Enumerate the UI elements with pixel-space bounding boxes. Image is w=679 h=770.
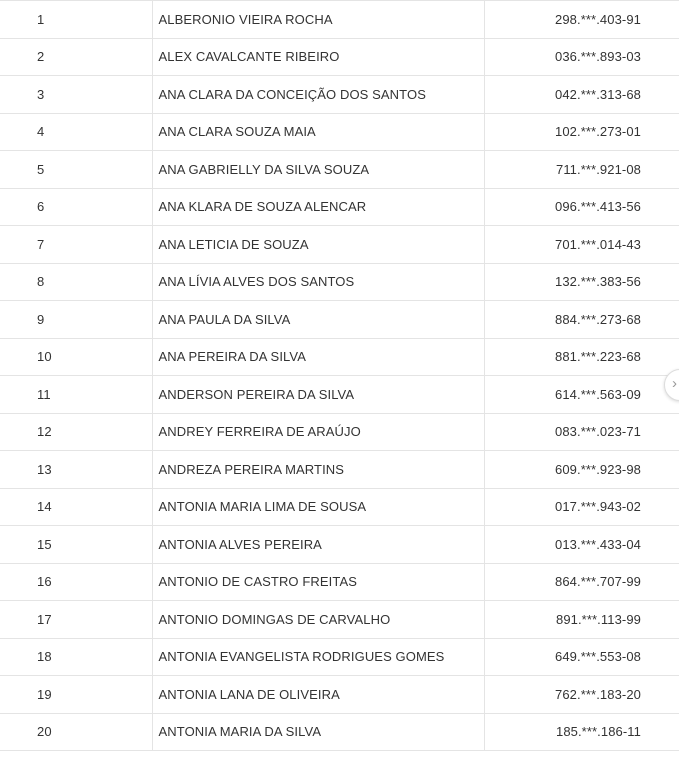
- table-row: [0, 601, 679, 639]
- person-name: ANTONIA MARIA LIMA DE SOUSA: [152, 488, 484, 526]
- row-number: 17: [0, 601, 152, 639]
- person-name: ANTONIA EVANGELISTA RODRIGUES GOMES: [152, 638, 484, 676]
- row-number: 1: [0, 1, 152, 39]
- person-name: ANTONIA MARIA DA SILVA: [152, 713, 484, 751]
- person-name: ANDREZA PEREIRA MARTINS: [152, 451, 484, 489]
- table-row: [0, 301, 679, 339]
- cpf-value: 083.***.023-71: [484, 413, 679, 451]
- row-number: 16: [0, 563, 152, 601]
- cpf-value: 762.***.183-20: [484, 676, 679, 714]
- table-row: [0, 151, 679, 189]
- row-number: 19: [0, 676, 152, 714]
- table-row: [0, 638, 679, 676]
- person-name: ALEX CAVALCANTE RIBEIRO: [152, 38, 484, 76]
- cpf-value: 881.***.223-68: [484, 338, 679, 376]
- table-row: [0, 376, 679, 414]
- cpf-value: 096.***.413-56: [484, 188, 679, 226]
- person-name: ANTONIA LANA DE OLIVEIRA: [152, 676, 484, 714]
- cpf-value: 036.***.893-03: [484, 38, 679, 76]
- table-row: [0, 226, 679, 264]
- person-name: ANA CLARA SOUZA MAIA: [152, 113, 484, 151]
- cpf-value: 017.***.943-02: [484, 488, 679, 526]
- cpf-value: 298.***.403-91: [484, 1, 679, 39]
- cpf-value: 185.***.186-11: [484, 713, 679, 751]
- row-number: 20: [0, 713, 152, 751]
- chevron-right-icon: ›: [672, 375, 677, 392]
- row-number: 18: [0, 638, 152, 676]
- row-number: 11: [0, 376, 152, 414]
- cpf-value: 891.***.113-99: [484, 601, 679, 639]
- table-row: [0, 76, 679, 114]
- row-number: 15: [0, 526, 152, 564]
- table-row: [0, 38, 679, 76]
- row-number: 13: [0, 451, 152, 489]
- cpf-value: 701.***.014-43: [484, 226, 679, 264]
- cpf-value: 609.***.923-98: [484, 451, 679, 489]
- cpf-value: 132.***.383-56: [484, 263, 679, 301]
- table-row: [0, 526, 679, 564]
- cpf-value: 614.***.563-09: [484, 376, 679, 414]
- row-number: 14: [0, 488, 152, 526]
- cpf-value: 042.***.313-68: [484, 76, 679, 114]
- person-name: ANDREY FERREIRA DE ARAÚJO: [152, 413, 484, 451]
- row-number: 6: [0, 188, 152, 226]
- row-number: 7: [0, 226, 152, 264]
- cpf-value: 864.***.707-99: [484, 563, 679, 601]
- table-row: [0, 113, 679, 151]
- row-number: 8: [0, 263, 152, 301]
- table-row: [0, 263, 679, 301]
- table-row: [0, 676, 679, 714]
- cpf-value: 711.***.921-08: [484, 151, 679, 189]
- person-name: ANTONIO DE CASTRO FREITAS: [152, 563, 484, 601]
- row-number: 9: [0, 301, 152, 339]
- table-row: [0, 1, 679, 39]
- person-name: ANTONIO DOMINGAS DE CARVALHO: [152, 601, 484, 639]
- cpf-value: 013.***.433-04: [484, 526, 679, 564]
- row-number: 5: [0, 151, 152, 189]
- cpf-value: 649.***.553-08: [484, 638, 679, 676]
- row-number: 10: [0, 338, 152, 376]
- row-number: 3: [0, 76, 152, 114]
- person-name: ANA PAULA DA SILVA: [152, 301, 484, 339]
- person-name: ALBERONIO VIEIRA ROCHA: [152, 1, 484, 39]
- person-name: ANDERSON PEREIRA DA SILVA: [152, 376, 484, 414]
- person-name: ANTONIA ALVES PEREIRA: [152, 526, 484, 564]
- table-row: [0, 338, 679, 376]
- person-name: ANA PEREIRA DA SILVA: [152, 338, 484, 376]
- person-name: ANA LETICIA DE SOUZA: [152, 226, 484, 264]
- row-number: 2: [0, 38, 152, 76]
- table-row: [0, 713, 679, 751]
- cpf-value: 102.***.273-01: [484, 113, 679, 151]
- table-row: [0, 451, 679, 489]
- table-row: [0, 413, 679, 451]
- cpf-value: 884.***.273-68: [484, 301, 679, 339]
- row-number: 12: [0, 413, 152, 451]
- person-name: ANA KLARA DE SOUZA ALENCAR: [152, 188, 484, 226]
- person-name: ANA CLARA DA CONCEIÇÃO DOS SANTOS: [152, 76, 484, 114]
- person-name: ANA LÍVIA ALVES DOS SANTOS: [152, 263, 484, 301]
- table-row: [0, 488, 679, 526]
- person-name: ANA GABRIELLY DA SILVA SOUZA: [152, 151, 484, 189]
- table-row: [0, 563, 679, 601]
- table-row: [0, 188, 679, 226]
- row-number: 4: [0, 113, 152, 151]
